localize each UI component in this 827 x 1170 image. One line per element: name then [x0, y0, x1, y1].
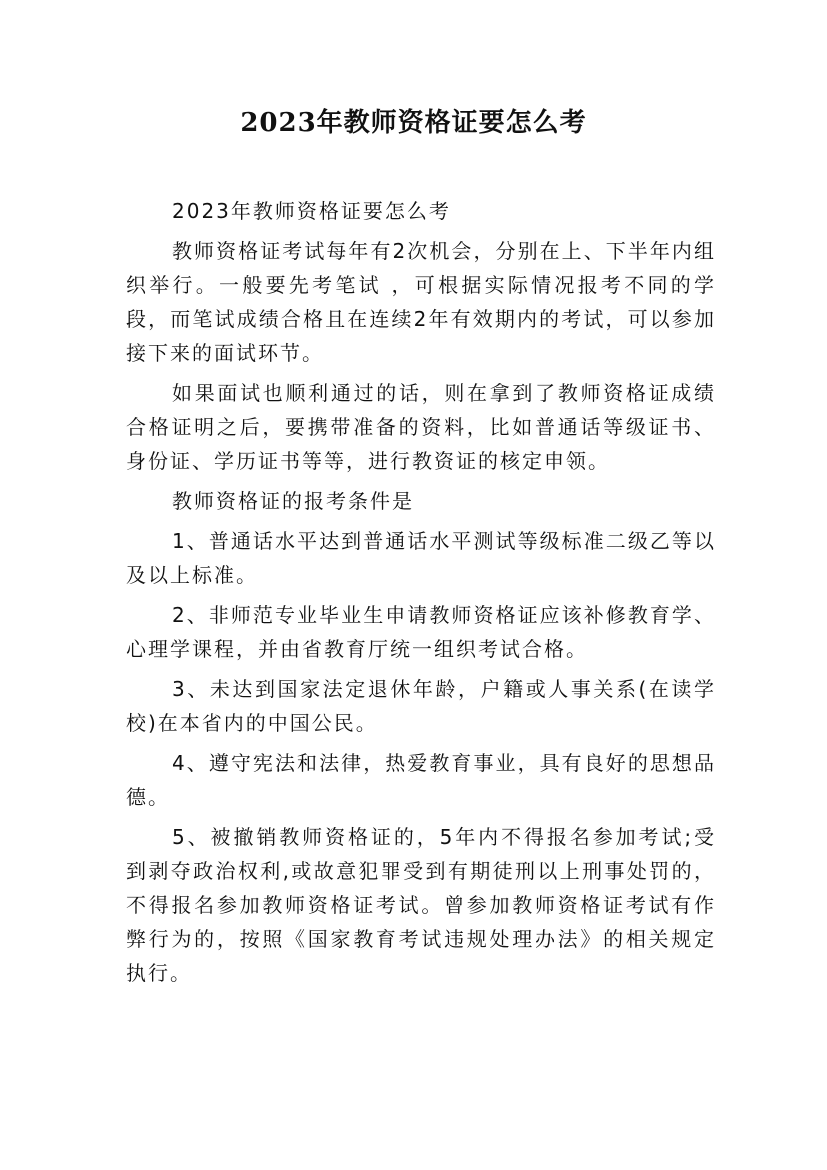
paragraph-condition-4: 4、遵守宪法和法律，热爱教育事业，具有良好的思想品德。: [126, 751, 716, 809]
paragraph-heading: 2023年教师资格证要怎么考: [172, 199, 451, 223]
document-body: [126, 194, 716, 996]
paragraph-conditions-intro: 教师资格证的报考条件是: [172, 489, 414, 513]
paragraph-after-interview: 如果面试也顺利通过的话，则在拿到了教师资格证成绩合格证明之后，要携带准备的资料，比如普通话等级证书、身份证、学历证书等等，进行教资证的核定申领。: [126, 381, 716, 473]
paragraph-condition-1: 1、普通话水平达到普通话水平测试等级标准二级乙等以及以上标准。: [126, 529, 716, 587]
paragraph-condition-5: 5、被撤销教师资格证的，5年内不得报名参加考试;受到剥夺政治权利,或故意犯罪受到有期徒刑以上刑事处罚的，不得报名参加教师资格证考试。曾参加教师资格证考试有作弊行为的，按照《国家教育考试违规处理办法》的相关规定执行。: [126, 825, 716, 985]
paragraph-condition-3: 3、未达到国家法定退休年龄，户籍或人事关系(在读学校)在本省内的中国公民。: [126, 677, 716, 735]
paragraph-exam-frequency: 教师资格证考试每年有2次机会，分别在上、下半年内组织举行。一般要先考笔试 ，可根据实际情况报考不同的学段，而笔试成绩合格且在连续2年有效期内的考试，可以参加接下来的面试环节。: [126, 239, 716, 365]
document-title: 2023年教师资格证要怎么考: [240, 108, 587, 138]
paragraph-condition-2: 2、非师范专业毕业生申请教师资格证应该补修教育学、心理学课程，并由省教育厅统一组织考试合格。: [126, 603, 716, 661]
